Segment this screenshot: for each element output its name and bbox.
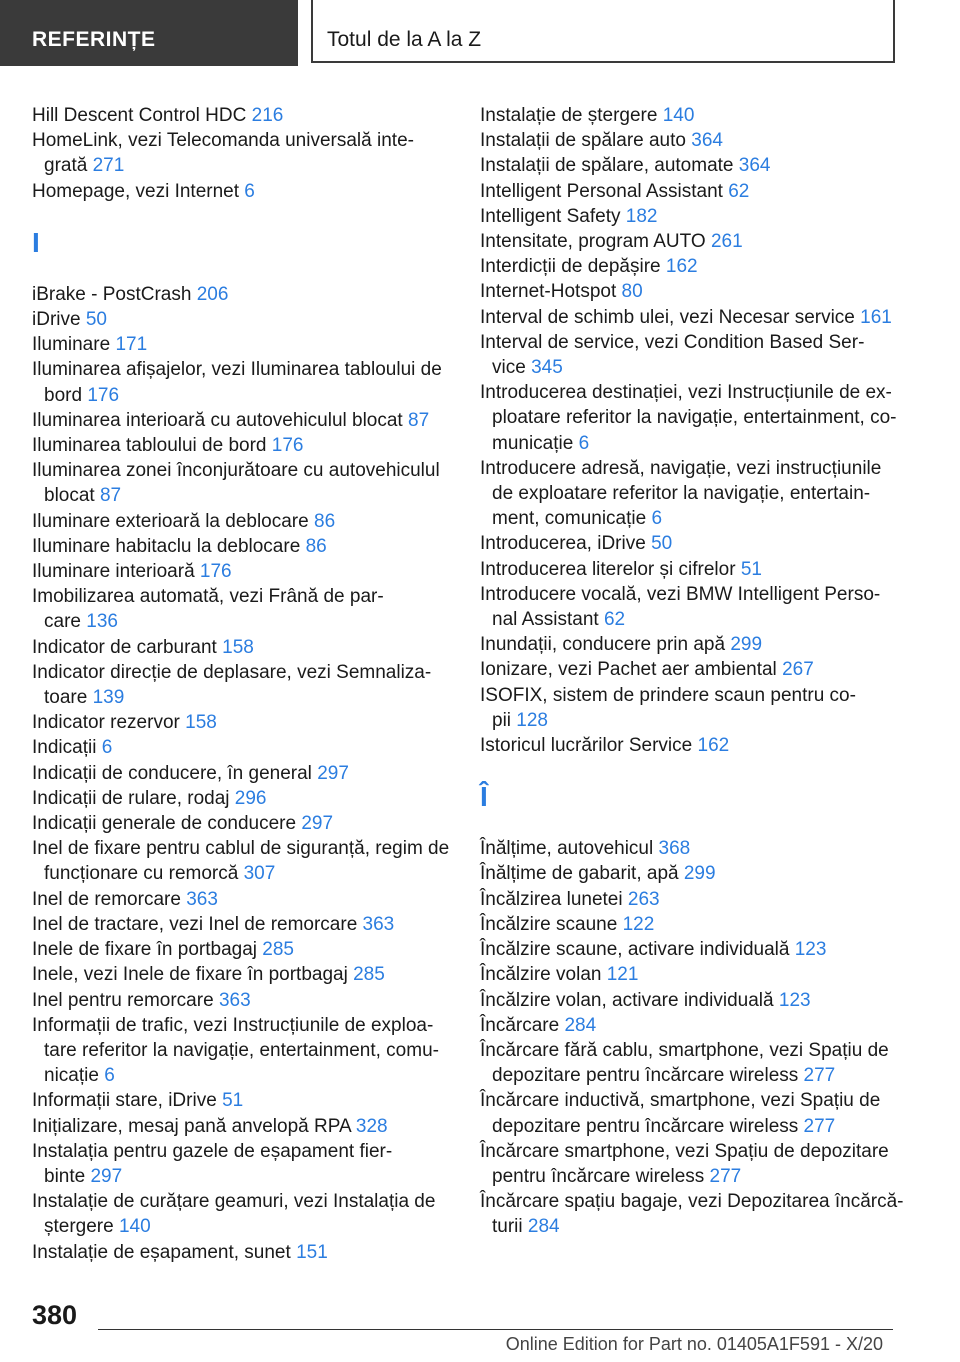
- index-entry: [32, 685, 452, 710]
- index-entry: [480, 531, 900, 556]
- index-page-link[interactable]: 206: [196, 283, 229, 305]
- index-page-link[interactable]: 299: [730, 634, 763, 656]
- index-entry-text: iBrake - PostCrash: [32, 283, 192, 305]
- index-page-link[interactable]: 216: [251, 105, 284, 126]
- index-page-link[interactable]: 6: [244, 180, 255, 202]
- index-page-link[interactable]: 297: [90, 1165, 123, 1187]
- index-entry-text: Introducere vocală, vezi BMW Intelligent Perso-: [480, 583, 881, 605]
- page-number: 380: [32, 1300, 78, 1330]
- index-entry: [480, 330, 900, 355]
- index-entry: [480, 179, 900, 204]
- index-entry-text: Instalații de spălare auto: [480, 130, 686, 152]
- index-entry-text: blocat: [44, 485, 95, 507]
- index-entry-text: Instalație de ștergere: [480, 105, 658, 126]
- index-entry-text: vice: [492, 357, 526, 379]
- index-entry-text: Iluminare habitaclu la deblocare: [32, 535, 301, 557]
- index-entry-text: binte: [44, 1165, 86, 1187]
- index-entry-text: Inel de remorcare: [32, 888, 181, 910]
- index-page-link[interactable]: 151: [296, 1241, 328, 1263]
- index-entry: [32, 509, 452, 534]
- index-entry: [480, 431, 900, 456]
- index-entry-text: Indicator direcție de deplasare, vezi Semnaliza-: [32, 661, 432, 683]
- index-entry: [480, 557, 900, 582]
- index-entry-text: Încălzire volan, activare individuală: [480, 989, 774, 1011]
- index-page-link[interactable]: 136: [86, 611, 118, 633]
- section-tab: REFERINȚE: [0, 0, 298, 66]
- index-entry: [480, 1063, 900, 1088]
- index-entry-text: Introducere adresă, navigație, vezi instrucțiunile: [480, 457, 882, 479]
- index-page-link[interactable]: 284: [564, 1014, 597, 1036]
- index-entry: [480, 937, 900, 962]
- index-entry: [480, 1214, 900, 1239]
- index-page-link[interactable]: 87: [99, 485, 122, 507]
- index-page-link[interactable]: 267: [782, 659, 814, 681]
- index-entry: [32, 761, 452, 786]
- index-entry: [32, 635, 452, 660]
- index-entry-text: Informații stare, iDrive: [32, 1090, 217, 1112]
- index-entry-text: Încărcare spațiu bagaje, vezi Depozitarea încărcă-: [480, 1191, 904, 1213]
- index-entry: [480, 733, 900, 758]
- index-entry-text: Iluminarea zonei înconjurătoare cu autovehiculul: [32, 460, 440, 482]
- index-entry-text: Inundații, conducere prin apă: [480, 634, 726, 656]
- index-entry: [32, 710, 452, 735]
- index-entry: [32, 584, 452, 609]
- index-entry-text: Introducerea, iDrive: [480, 533, 646, 555]
- index-entry: [32, 1214, 452, 1239]
- index-entry-text: Indicator de carburant: [32, 636, 217, 658]
- index-entry: [480, 988, 900, 1013]
- index-page-link[interactable]: 140: [662, 105, 695, 126]
- index-entry: [32, 1139, 452, 1164]
- index-page-link[interactable]: 6: [104, 1065, 115, 1087]
- index-entry: [480, 204, 900, 229]
- index-page-link[interactable]: 182: [625, 205, 658, 227]
- index-page-link[interactable]: 277: [709, 1165, 742, 1187]
- index-entry-text: bord: [44, 384, 83, 406]
- index-page-link[interactable]: 363: [218, 989, 251, 1011]
- index-entry-text: iDrive: [32, 309, 81, 331]
- index-entry-text: Istoricul lucrărilor Service: [480, 735, 693, 757]
- footer-divider: [98, 1329, 893, 1330]
- index-entry: [32, 1088, 452, 1113]
- index-entry: [480, 1189, 904, 1214]
- index-entry: [32, 458, 452, 483]
- index-entry-text: Interval de service, vezi Condition Based Ser-: [480, 331, 865, 353]
- index-entry: [32, 307, 452, 332]
- index-entry: [32, 861, 452, 886]
- index-page-link[interactable]: 368: [658, 838, 691, 860]
- index-entry-text: Interval de schimb ulei, vezi Necesar service: [480, 306, 855, 328]
- index-page-link[interactable]: 86: [314, 510, 336, 532]
- index-entry-text: Indicații de conducere, în general: [32, 762, 312, 784]
- index-column-left: [32, 103, 452, 1265]
- index-entry-text: Imobilizarea automată, vezi Frână de par-: [32, 586, 384, 608]
- index-page-link[interactable]: 121: [606, 964, 639, 986]
- index-page-link[interactable]: 6: [651, 508, 663, 530]
- index-entry: [32, 660, 452, 685]
- index-entry: [480, 683, 900, 708]
- index-entry-text: de exploatare referitor la navigație, entertain-: [492, 483, 871, 505]
- index-entry: [480, 456, 900, 481]
- index-entry-text: Inele, vezi Inele de fixare în portbagaj: [32, 964, 348, 986]
- index-entry-text: Internet-Hotspot: [480, 281, 617, 303]
- index-entry: [480, 632, 900, 657]
- index-entry: [480, 305, 900, 330]
- index-entry-text: Inel de tractare, vezi Inel de remorcare: [32, 913, 358, 935]
- index-entry-text: Hill Descent Control HDC: [32, 105, 247, 126]
- index-page-link[interactable]: 122: [622, 913, 655, 935]
- index-entry: [32, 383, 452, 408]
- index-entry: [480, 380, 900, 405]
- index-entry: [480, 405, 900, 430]
- index-page-link[interactable]: 285: [353, 964, 385, 986]
- index-entry: [32, 786, 452, 811]
- index-column-right: [480, 103, 904, 1240]
- index-page-link[interactable]: 158: [222, 636, 254, 658]
- index-page-link[interactable]: 51: [222, 1090, 244, 1112]
- index-page-link[interactable]: 62: [603, 609, 626, 631]
- index-letter-heading: I: [32, 226, 40, 258]
- index-entry: [480, 657, 900, 682]
- index-entry: [32, 1164, 452, 1189]
- index-entry: [32, 128, 452, 153]
- index-entry-text: care: [44, 611, 81, 633]
- index-entry: [480, 861, 900, 886]
- index-entry-text: Încălzirea lunetei: [480, 888, 623, 910]
- index-entry: [32, 811, 452, 836]
- index-entry-text: Inițializare, mesaj pană anvelopă RPA: [32, 1115, 351, 1137]
- index-page-link[interactable]: 307: [243, 863, 276, 885]
- index-entry: [32, 962, 452, 987]
- index-page-link[interactable]: 297: [317, 762, 349, 784]
- index-entry: [32, 332, 452, 357]
- index-entry-text: Inel pentru remorcare: [32, 989, 214, 1011]
- index-entry: [480, 1139, 900, 1164]
- index-entry-text: Încălzire scaune, activare individuală: [480, 939, 790, 961]
- index-entry-text: Iluminarea tabloului de bord: [32, 435, 267, 457]
- section-title: Totul de la A la Z: [311, 0, 895, 63]
- index-page-link[interactable]: 86: [305, 535, 327, 557]
- index-entry-text: Indicator rezervor: [32, 712, 180, 734]
- index-entry: [480, 1164, 900, 1189]
- index-entry-text: nicație: [44, 1065, 99, 1087]
- index-page-link[interactable]: 162: [665, 256, 698, 278]
- index-entry-text: Informații de trafic, vezi Instrucțiunile de exploa-: [32, 1014, 434, 1036]
- index-entry-text: Încărcare: [480, 1014, 560, 1036]
- index-page-link[interactable]: 6: [101, 737, 113, 759]
- index-entry: [480, 607, 900, 632]
- index-entry: [480, 481, 900, 506]
- index-page-link[interactable]: 171: [115, 334, 148, 356]
- index-entry: [32, 534, 452, 559]
- index-entry-text: Instalația pentru gazele de eșapament fier-: [32, 1140, 393, 1162]
- index-page-link[interactable]: 364: [691, 130, 723, 152]
- index-entry-text: HomeLink, vezi Telecomanda universală inte-: [32, 130, 414, 152]
- index-entry-text: turii: [492, 1216, 523, 1238]
- index-entry: [480, 128, 900, 153]
- index-page-link[interactable]: 87: [408, 409, 430, 431]
- index-entry: [32, 887, 452, 912]
- index-page-link[interactable]: 50: [651, 533, 673, 555]
- index-entry: [480, 254, 900, 279]
- index-entry: [32, 483, 452, 508]
- index-page-link[interactable]: 80: [621, 281, 643, 303]
- index-entry: [32, 1013, 452, 1038]
- index-page-link[interactable]: 277: [803, 1115, 836, 1137]
- index-entry-text: Introducerea literelor și cifrelor: [480, 558, 736, 580]
- index-page-link[interactable]: 123: [794, 939, 827, 961]
- index-entry-text: Inel de fixare pentru cablul de siguranță, regim de: [32, 838, 450, 860]
- footer-edition: Online Edition for Part no. 01405A1F591 - X/20: [505, 1334, 883, 1354]
- index-page-link[interactable]: 161: [860, 306, 892, 328]
- index-entry-text: Iluminare exterioară la deblocare: [32, 510, 309, 532]
- index-page-link[interactable]: 297: [301, 813, 334, 835]
- index-entry: [480, 506, 900, 531]
- index-entry-text: Intensitate, program AUTO: [480, 231, 706, 253]
- index-entry-text: Instalație de curățare geamuri, vezi Instalația de: [32, 1191, 436, 1213]
- index-entry: [32, 1114, 452, 1139]
- index-entry: [32, 836, 452, 861]
- index-entry-text: Încărcare smartphone, vezi Spațiu de depozitare: [480, 1140, 889, 1162]
- index-entry-text: nal Assistant: [492, 609, 599, 631]
- index-entry: [32, 735, 452, 760]
- index-entry: [32, 103, 452, 128]
- index-page-link[interactable]: 50: [85, 309, 107, 331]
- index-entry-text: Încălzire scaune: [480, 913, 618, 935]
- index-entry-text: Iluminarea interioară cu autovehiculul blocat: [32, 409, 403, 431]
- index-entry-text: Ionizare, vezi Pachet aer ambiental: [480, 659, 777, 681]
- index-entry-text: municație: [492, 432, 574, 454]
- index-entry-text: ștergere: [44, 1216, 114, 1238]
- index-entry: [480, 1038, 900, 1063]
- index-entry: [480, 279, 900, 304]
- index-entry-text: Instalații de spălare, automate: [480, 155, 734, 177]
- index-page-link[interactable]: 328: [355, 1115, 388, 1137]
- index-entry-text: ment, comunicație: [492, 508, 647, 530]
- index-page-link[interactable]: 296: [234, 787, 267, 809]
- index-page-link[interactable]: 140: [118, 1216, 151, 1238]
- index-entry: [32, 153, 452, 178]
- index-page-link[interactable]: 123: [778, 989, 811, 1011]
- index-entry-text: Încălzire volan: [480, 964, 602, 986]
- index-entry: [480, 1013, 900, 1038]
- index-entry-text: depozitare pentru încărcare wireless: [492, 1065, 799, 1087]
- index-entry-text: toare: [44, 687, 88, 709]
- index-entry-text: Introducerea destinației, vezi Instrucțiunile de ex-: [480, 382, 892, 404]
- index-page-link[interactable]: 176: [87, 384, 120, 406]
- index-entry-text: Interdicții de depășire: [480, 256, 661, 278]
- index-entry: [32, 559, 452, 584]
- index-entry: [32, 1189, 452, 1214]
- index-entry-text: Încărcare inductivă, smartphone, vezi Spațiu de: [480, 1090, 881, 1112]
- index-entry-text: tare referitor la navigație, entertainment, comu-: [44, 1039, 439, 1061]
- index-page-link[interactable]: 363: [186, 888, 218, 910]
- index-entry: [32, 1240, 452, 1265]
- index-entry: [32, 912, 452, 937]
- index-entry-text: pii: [492, 709, 512, 731]
- index-entry-text: funcționare cu remorcă: [44, 863, 239, 885]
- index-entry-text: Iluminare: [32, 334, 111, 356]
- index-page-link[interactable]: 261: [710, 231, 743, 253]
- index-entry-text: ploatare referitor la navigație, entertainment, co-: [492, 407, 897, 429]
- index-entry: [480, 582, 900, 607]
- index-entry-text: Intelligent Safety: [480, 205, 621, 227]
- index-entry-text: Instalație de eșapament, sunet: [32, 1241, 291, 1263]
- index-entry: [480, 1088, 900, 1113]
- index-entry: [32, 408, 452, 433]
- index-entry-text: Homepage, vezi Internet: [32, 180, 240, 202]
- index-entry-text: ISOFIX, sistem de prindere scaun pentru co-: [480, 684, 856, 706]
- index-entry-text: Înălțime de gabarit, apă: [480, 863, 679, 885]
- index-entry: [32, 357, 452, 382]
- index-page-link[interactable]: 62: [728, 180, 750, 202]
- index-page-link[interactable]: 299: [683, 863, 716, 885]
- index-page-link[interactable]: 277: [803, 1065, 836, 1087]
- index-entry-text: depozitare pentru încărcare wireless: [492, 1115, 799, 1137]
- index-entry: [32, 179, 452, 204]
- index-page-link[interactable]: 51: [740, 558, 762, 580]
- index-entry-text: grată: [44, 155, 88, 177]
- index-entry: [32, 609, 452, 634]
- index-page-link[interactable]: 139: [92, 687, 125, 709]
- index-page-link[interactable]: 128: [516, 709, 548, 731]
- index-page-link[interactable]: 285: [262, 939, 294, 961]
- index-entry: [480, 103, 900, 128]
- index-page-link[interactable]: 263: [627, 888, 660, 910]
- index-entry-text: Intelligent Personal Assistant: [480, 180, 723, 202]
- index-entry: [480, 229, 900, 254]
- index-letter-heading: Î: [480, 781, 488, 813]
- index-entry-text: Încărcare fără cablu, smartphone, vezi Spațiu de: [480, 1039, 889, 1061]
- index-entry: [480, 708, 900, 733]
- index-page-link[interactable]: 176: [199, 561, 232, 583]
- index-entry: [480, 836, 900, 861]
- index-page-link[interactable]: 284: [527, 1216, 560, 1238]
- index-page-link[interactable]: 162: [697, 735, 730, 757]
- index-entry: [32, 937, 452, 962]
- index-entry: [32, 282, 452, 307]
- index-page-link[interactable]: 364: [738, 155, 771, 177]
- index-entry-text: Inele de fixare în portbagaj: [32, 939, 257, 961]
- index-entry: [32, 433, 452, 458]
- index-page-link[interactable]: 6: [578, 432, 590, 454]
- index-entry-text: Iluminare interioară: [32, 561, 195, 583]
- index-entry: [32, 1063, 452, 1088]
- index-page-link[interactable]: 345: [531, 357, 563, 379]
- index-entry: [480, 355, 900, 380]
- index-page-link[interactable]: 363: [362, 913, 395, 935]
- index-entry-text: Înălțime, autovehicul: [480, 838, 654, 860]
- index-page-link[interactable]: 158: [185, 712, 217, 734]
- index-entry: [480, 1114, 900, 1139]
- index-entry: [480, 153, 900, 178]
- index-entry-text: Indicații generale de conducere: [32, 813, 297, 835]
- page-header: [0, 0, 960, 66]
- index-entry-text: pentru încărcare wireless: [492, 1165, 705, 1187]
- index-entry-text: Iluminarea afișajelor, vezi Iluminarea tabloului de: [32, 359, 442, 381]
- index-entry-text: Indicații: [32, 737, 97, 759]
- index-entry-text: Indicații de rulare, rodaj: [32, 787, 230, 809]
- index-page-link[interactable]: 176: [271, 435, 304, 457]
- index-entry: [480, 962, 900, 987]
- index-entry: [32, 1038, 452, 1063]
- index-entry: [480, 912, 900, 937]
- index-entry: [480, 887, 900, 912]
- index-entry: [32, 988, 452, 1013]
- index-page-link[interactable]: 271: [92, 155, 125, 177]
